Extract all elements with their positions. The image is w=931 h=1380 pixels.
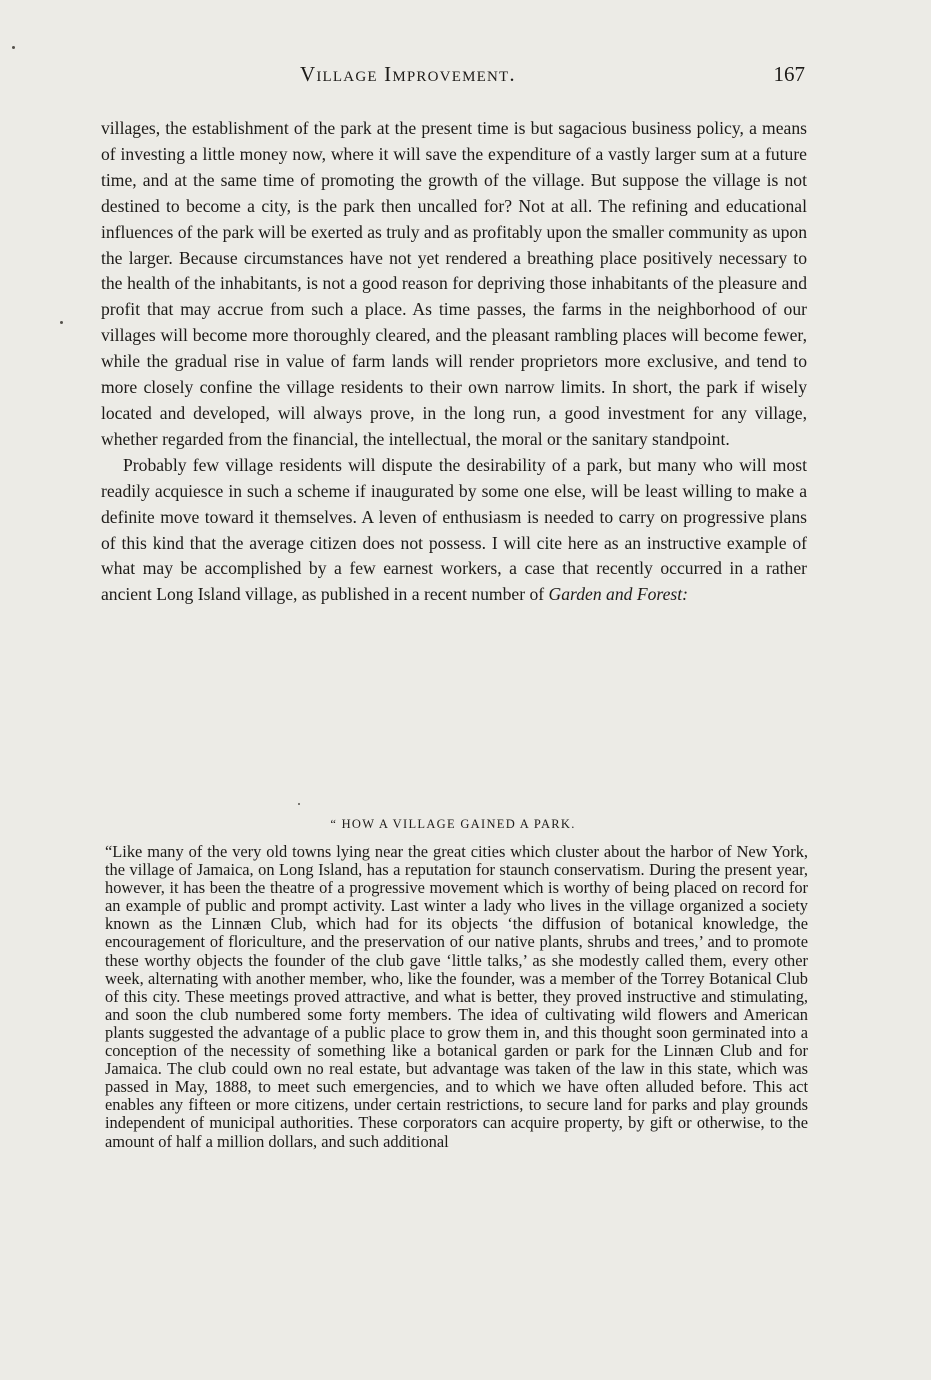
page-number: 167 xyxy=(773,62,805,86)
paper-speck xyxy=(298,803,300,805)
body-text xyxy=(101,116,807,608)
quoted-article-text xyxy=(105,843,808,1151)
quote-paragraph: “Like many of the very old towns lying near the great cities which cluster about the harbor of New York, the village of Jamaica, on Long Island, has a reputation for staunch conservatism. During the present year, however, it has been the theatre of a progressive movement which is worthy of being placed on record for an example of public and prompt activity. Last winter a lady who lives in the village organized a society known as the Linnæn Club, which had for its objects ‘the diffusion of botanical knowledge, the encouragement of floriculture, and the preservation of our native plants, shrubs and trees,’ and to promote these worthy objects the founder of the club gave ‘little talks,’ as she modestly called them, every other week, alternating with another member, who, like the founder, was a member of the Torrey Botanical Club of this city. These meetings proved attractive, and what is better, they proved instructive and stimulating, and soon the club numbered some forty members. The idea of cultivating wild flowers and American plants suggested the advantage of a public place to grow them in, and this thought soon germinated into a conception of the necessity of something like a botanical garden or park for the Linnæn Club and for Jamaica. The club could own no real estate, but advantage was taken of the law in this state, which was passed in May, 1888, to meet such emergencies, and to which we have often alluded before. This act enables any fifteen or more citizens, under certain restrictions, to secure land for parks and play grounds independent of municipal authorities. These corporators can acquire property, by gift or otherwise, to the amount of half a million dollars, and such additional xyxy=(105,842,808,1151)
paper-speck xyxy=(60,321,63,324)
paragraph-text: Probably few village residents will dispute the desirability of a park, but many who will most readily acquiesce in such a scheme if inaugurated by some one else, will be least willing to make a definite move toward it themselves. A leven of enthusiasm is needed to carry on progressive plans of this kind that the average citizen does not possess. I will cite here as an instructive example of what may be accomplished by a few earnest workers, a case that recently occurred in a rather ancient Long Island village, as published in a recent number of xyxy=(101,454,807,605)
page-header xyxy=(100,62,805,92)
publication-title: Garden and Forest: xyxy=(548,584,688,605)
paper-speck xyxy=(12,46,15,49)
paragraph xyxy=(101,453,807,608)
running-title: Village Improvement. xyxy=(300,62,516,86)
quoted-article-title: “ HOW A VILLAGE GAINED A PARK. xyxy=(330,817,576,831)
paragraph: villages, the establishment of the park at the present time is but sagacious business policy, a means of investing a little money now, where it will save the expenditure of a vastly larger sum at a future time, and at the same time of promoting the growth of the village. But suppose the village is not destined to become a city, is the park then uncalled for? Not at all. The refining and educational influences of the park will be exerted as truly and as profitably upon the smaller community as upon the larger. Because circumstances have not yet rendered a breathing place positively necessary to the health of the inhabitants, is not a good reason for depriving those inhabitants of the pleasure and profit that may accrue from such a place. As time passes, the farms in the neighborhood of our villages will become more thoroughly cleared, and the pleasant rambling places will become fewer, while the gradual rise in value of farm lands will render proprietors more exclusive, and tend to more closely confine the village residents to their own narrow limits. In short, the park if wisely located and developed, will always prove, in the long run, a good investment for any village, whether regarded from the financial, the intellectual, the moral or the sanitary standpoint. xyxy=(101,118,808,449)
